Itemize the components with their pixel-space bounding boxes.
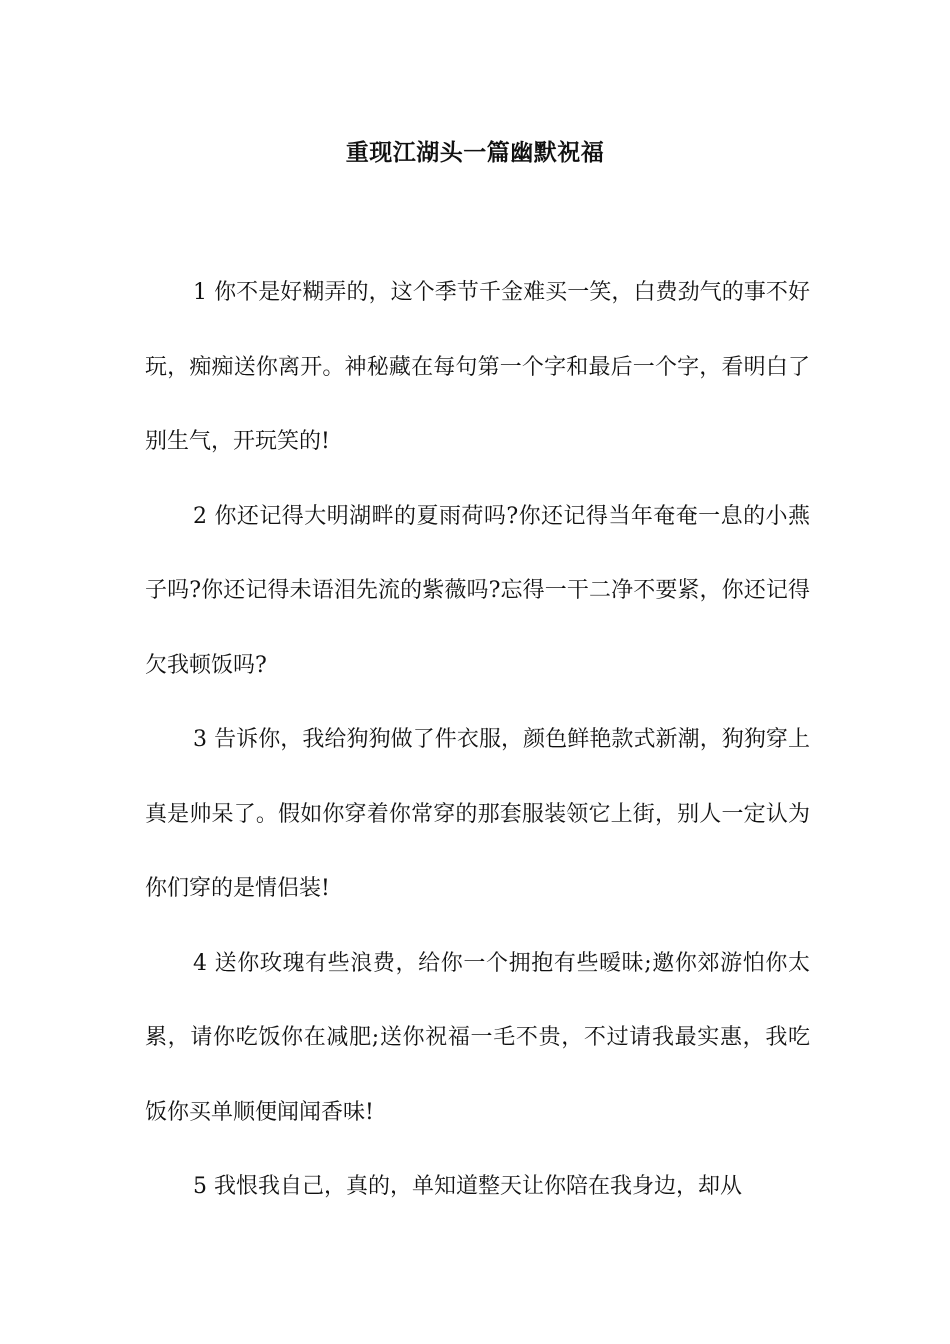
paragraph-5: 5 我恨我自己，真的，单知道整天让你陪在我身边，却从 [193, 1174, 742, 1199]
paragraph-2: 2 你还记得大明湖畔的夏雨荷吗?你还记得当年奄奄一息的小燕子吗?你还记得未语泪先流的紫薇吗?忘得一干二净不要紧，你还记得欠我顿饭吗? [145, 503, 810, 678]
paragraph-3: 3 告诉你，我给狗狗做了件衣服，颜色鲜艳款式新潮，狗狗穿上真是帅呆了。假如你穿着你常穿的那套服装领它上街，别人一定认为你们穿的是情侣装! [145, 727, 810, 901]
paragraph-1: 1 你不是好糊弄的，这个季节千金难买一笑，白费劲气的事不好玩，痴痴送你离开。神秘藏在每句第一个字和最后一个字，看明白了别生气，开玩笑的! [145, 280, 810, 454]
document-body [145, 256, 810, 1225]
paragraph-4: 4 送你玫瑰有些浪费，给你一个拥抱有些暧昧;邀你郊游怕你太累，请你吃饭你在减肥;送你祝福一毛不贵，不过请我最实惠，我吃饭你买单顺便闻闻香味! [145, 950, 810, 1125]
document-title: 重现江湖头一篇幽默祝福 [345, 140, 605, 166]
